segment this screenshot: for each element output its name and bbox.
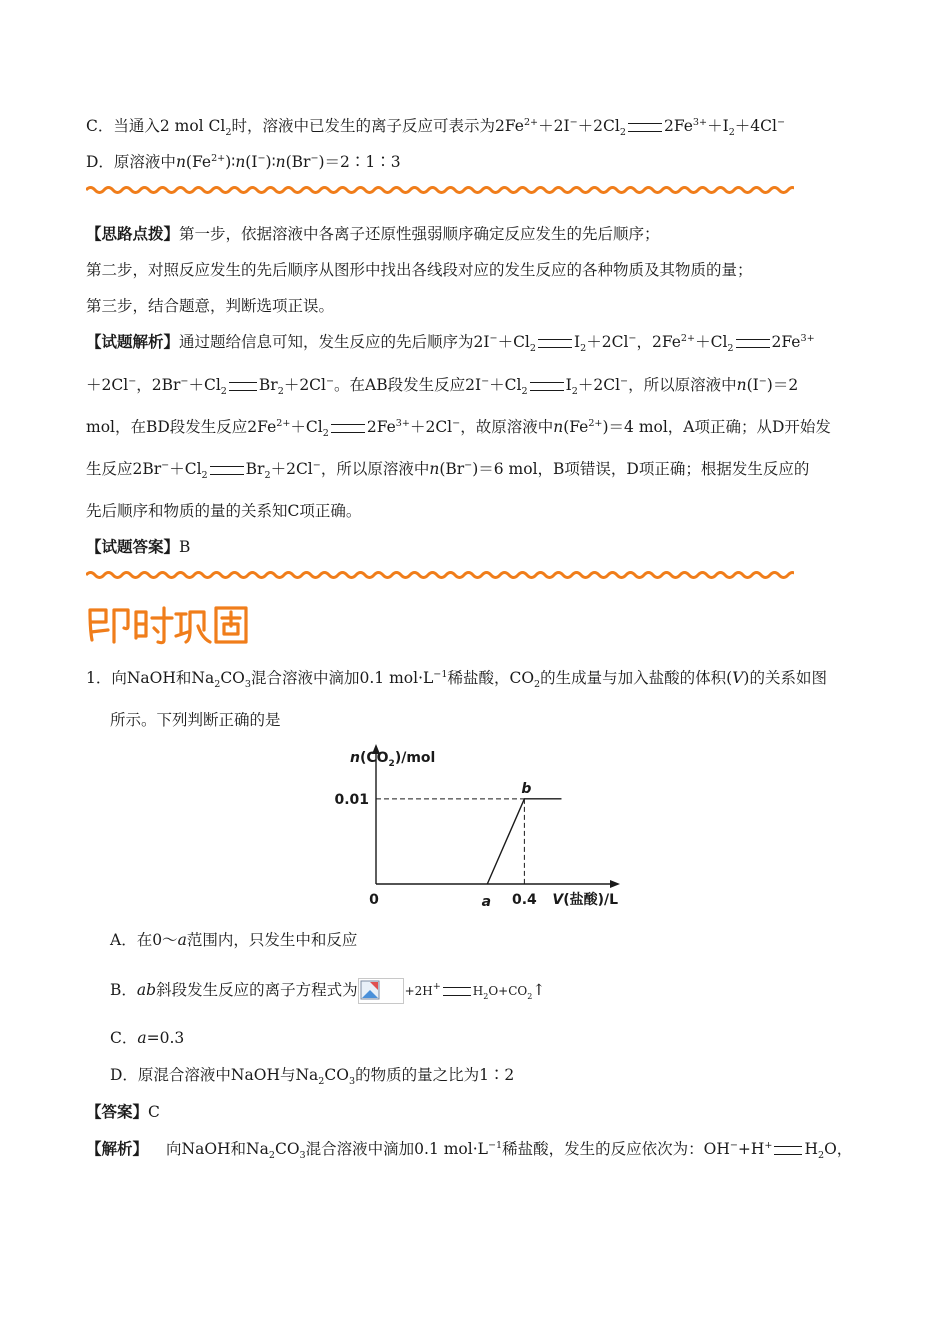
analysis-line-3: mol，在BD段发生反应$2Fe^{2+}+Cl_2$ $2Fe^{3+}+2Cl^-$，故原溶液中$n(Fe^{2+})=4$ mol，A项正确；从D开始发 [86,417,831,440]
section-title-art [84,600,254,648]
analysis-line-5: 先后顺序和物质的量的关系知C项正确。 [86,502,362,520]
equal-sign [530,382,564,391]
option-d-line: D．原溶液中$n(Fe^{2+})∶n(I^-)∶n(Br^-)=2∶1∶3$ [86,152,401,171]
point-b-label: b [521,780,532,797]
equal-sign [774,1146,802,1155]
hint-line-3: 第三步，结合题意，判断选项正误。 [86,297,335,315]
hint-line-2: 第二步，对照反应发生的先后顺序从图形中找出各线段对应的发生反应的各种物质及其物质的量； [86,261,753,279]
question-1-line-1: 1．向NaOH和$Na_2CO_3$混合溶液中滴加0.1 $mol\cdot L^{-1}$稀盐酸，$CO_2$的生成量与加入盐酸的体积(V)的关系如图 [86,668,827,691]
section-title [84,600,254,652]
wave-divider [86,568,794,582]
equal-sign [229,382,257,391]
x-axis-label: V(盐酸)/L [552,892,619,908]
equal-sign [443,987,471,996]
y-tick-label: 0.01 [334,791,369,808]
x-axis-arrow [610,880,620,888]
point-a-label: a [481,894,492,908]
broken-image-icon [358,978,404,1004]
equal-sign [331,424,365,433]
y-axis-label: $n(CO_2)$/mol [350,750,436,769]
analysis-line-4: 生反应$2Br^-+Cl_2$ $Br_2+2Cl^-$，所以原溶液中n(Br−)＝6 mol，B项错误，D项正确；根据发生反应的 [86,459,810,482]
answer-2-line: 【答案】C [86,1102,160,1121]
origin-label: 0 [369,892,379,908]
option-d: D．原混合溶液中NaOH与$Na_2CO_3$的物质的量之比为1∶2 [110,1066,515,1088]
x-tick-label: 0.4 [511,892,537,908]
wave-divider [86,183,794,197]
analysis-2-line: 【解析】 向NaOH和$Na_2CO_3$混合溶液中滴加0.1 $mol\cdot L^{-1}$稀盐酸，发生的反应依次为：OH−+H+ $H_2O$， [86,1139,853,1162]
equal-sign [736,339,770,348]
co2-chart [330,738,620,908]
chart-svg [330,738,620,908]
analysis-line-1: 【试题解析】通过题给信息可知，发生反应的先后顺序为$2I^-+Cl_2$ $I_2+2Cl^-$，$2Fe^{2+}+Cl_2$ $2Fe^{3+}$ [86,332,815,355]
hint-line-1: 【思路点拨】第一步，依据溶液中各离子还原性强弱顺序确定反应发生的先后顺序； [86,224,660,243]
equal-sign [210,466,244,475]
option-b: B．ab斜段发生反应的离子方程式为 +2H+ $H_2O+CO_2↑$ [110,978,890,1004]
option-c: C．a=0.3 [110,1029,185,1047]
option-c-line: C．当通入2 mol $Cl_2$时，溶液中已发生的离子反应可表示为$2Fe^{2+}+2I^-+2Cl_2$ $2Fe^{3+}+I_2+4Cl^-$ [86,116,786,139]
equal-sign [628,123,662,132]
analysis-line-2: ＋2Cl−，$2Br^-+Cl_2$ $Br_2+2Cl^-$。在AB段发生反应$2I^-+Cl_2$ $I_2+2Cl^-$，所以原溶液中n(I−)＝2 [86,375,799,398]
equal-sign [538,339,572,348]
question-1-line-2: 所示。下列判断正确的是 [110,711,281,729]
answer-line: 【试题答案】B [86,537,191,556]
option-a: A．在0～a范围内，只发生中和反应 [110,931,358,949]
